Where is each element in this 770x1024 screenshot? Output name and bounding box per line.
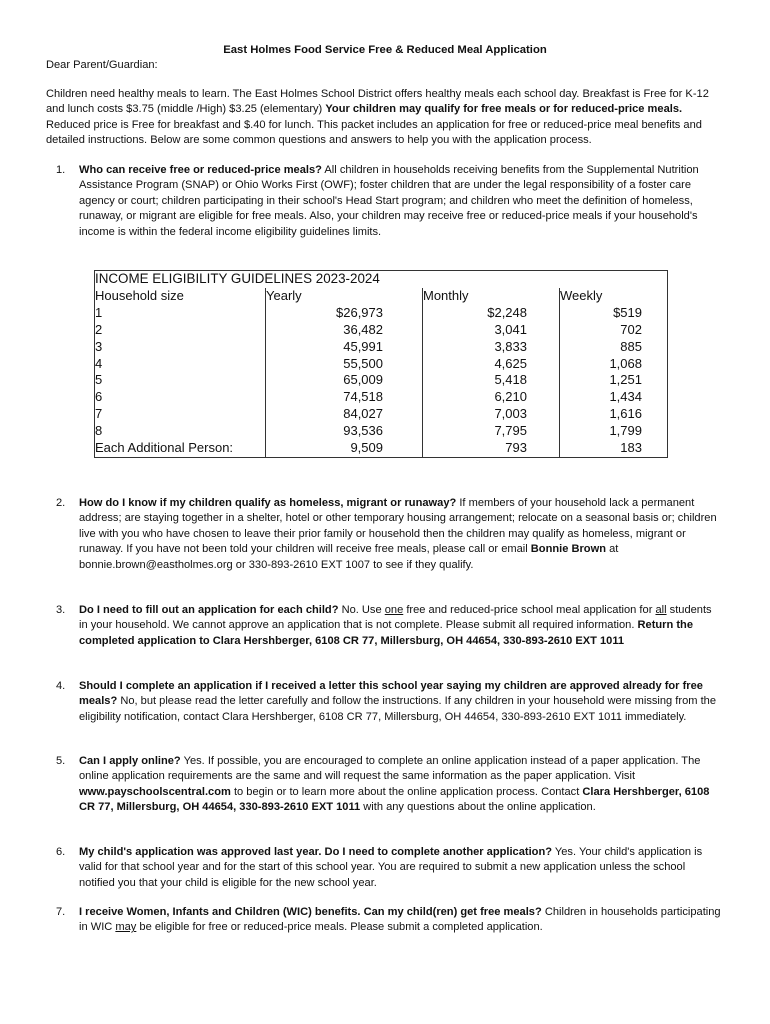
table-caption: INCOME ELIGIBILITY GUIDELINES 2023-2024 [95,271,380,286]
table-cell: 7 [95,406,103,422]
column-header: Household size [95,287,184,303]
table-cell: 1,434 [560,389,668,406]
answer-text: Children in households participating in WIC [79,906,721,934]
answer-text: Yes. Your child's application is valid for that school year and for the start of this school year. You are required to submit a new application unless the school notified you that your child is eligible for the new school year. [79,846,703,889]
table-cell: 3,833 [423,339,560,356]
answer-text: No, but please read the letter carefully and follow the instructions. If any children in your household were missing from the eligibility notification, contact Clara Hershberger, 6108 CR 77, Millersburg, OH 44654, 330-893-2610 EXT 1011 immediately. [79,695,716,723]
table-row [95,305,668,322]
table-cell: 36,482 [266,322,423,339]
intro-text: Children need healthy meals to learn. The East Holmes School District offers healthy meals each school day. Breakfast is Free for K-12 and lunch costs $3.75 (middle /High) $3.25 (elementary) [46,88,709,116]
table-cell: 7,795 [423,423,560,440]
table-cell: 84,027 [266,406,423,423]
question-text: How do I know if my children qualify as homeless, migrant or runaway? [79,497,457,509]
answer-text-end: at bonnie.brown@eastholmes.org or 330-893-2610 EXT 1007 to see if they qualify. [79,543,619,571]
underlined-word: all [655,604,667,616]
table-cell: 9,509 [266,440,423,457]
table-cell: 55,500 [266,356,423,373]
table-row [95,440,668,457]
table-cell: 1,251 [560,372,668,389]
question-number: 1. [56,164,66,176]
question-2 [46,496,722,573]
table-row [95,339,668,356]
table-cell: 3,041 [423,322,560,339]
table-cell: 65,009 [266,372,423,389]
return-instructions: Return the completed application to Clara Hershberger, 6108 CR 77, Millersburg, OH 44654, 330-893-2610 EXT 1011 [79,619,693,647]
table-cell: 793 [423,440,560,457]
table-cell: 1,616 [560,406,668,423]
table-cell: 1,799 [560,423,668,440]
intro-text-continued: Reduced price is Free for breakfast and $.40 for lunch. This packet includes an application for free or reduced-price meal benefits and detailed instructions. Below are some common questions and answers to help you with the application process. [46,118,702,147]
table-cell: 1,068 [560,356,668,373]
question-number: 2. [56,497,66,509]
question-text: Should I complete an application if I received a letter this school year saying my children are approved already for free meals? [79,680,703,708]
answer-text: free and reduced-price school meal application for [403,604,656,616]
table-row [95,423,668,440]
question-number: 7. [56,906,66,918]
table-cell: 5,418 [423,372,560,389]
question-text: My child's application was approved last year. Do I need to complete another application? [79,846,552,858]
table-row [95,389,668,406]
table-cell: 4,625 [423,356,560,373]
income-eligibility-table [94,270,668,458]
question-text: Can I apply online? [79,755,181,767]
column-header: Weekly [560,288,668,305]
question-1 [46,163,722,240]
question-7 [46,905,722,936]
table-cell: 3 [95,338,103,354]
table-row [95,356,668,373]
answer-text: Yes. If possible, you are encouraged to complete an online application instead of a paper application. The online application requirements are the same and will request the same information as the paper application. Visit [79,755,701,783]
page-title: East Holmes Food Service Free & Reduced Meal Application [223,44,547,56]
table-cell: 5 [95,372,103,388]
table-cell: 6 [95,389,103,405]
question-text: I receive Women, Infants and Children (WIC) benefits. Can my child(ren) get free meals? [79,906,542,918]
table-cell: 183 [560,440,668,457]
table-cell: 45,991 [266,339,423,356]
underlined-word: one [384,604,404,616]
contact-name: Bonnie Brown [530,543,606,556]
table-header-row [95,288,668,305]
question-3 [46,603,722,649]
intro-paragraph [46,87,726,149]
answer-text: students in your household. We cannot approve an application that is not complete. Please submit all required information. [79,604,712,632]
table-cell: 8 [95,423,103,439]
greeting: Dear Parent/Guardian: [46,59,158,71]
question-number: 3. [56,604,66,616]
column-header: Yearly [266,288,423,305]
table-cell: $519 [560,305,668,322]
table-row [95,322,668,339]
question-5 [46,754,722,816]
column-header: Monthly [423,288,560,305]
question-4 [46,679,722,725]
table-cell: 885 [560,339,668,356]
table-cell: 7,003 [423,406,560,423]
table-row [95,406,668,423]
table-cell: 2 [95,321,103,337]
answer-text: with any questions about the online application. [360,801,596,814]
question-number: 6. [56,846,66,858]
question-text: Who can receive free or reduced-price meals? [79,164,322,176]
table-cell: 4 [95,355,103,371]
intro-bold-text: Your children may qualify for free meals or for reduced-price meals. [325,103,683,116]
answer-text: to begin or to learn more about the online application process. Contact [230,785,583,798]
table-row [95,372,668,389]
question-6 [46,845,722,891]
table-cell: $2,248 [423,305,560,322]
underlined-word: may [115,921,137,934]
contact-details: Clara Hershberger, 6108 CR 77, Millersburg, OH 44654, 330-893-2610 EXT 1011 [79,785,710,814]
table-cell: Each Additional Person: [95,440,234,456]
table-cell: 1 [95,304,103,320]
question-text: Do I need to fill out an application for each child? [79,604,339,616]
answer-text: be eligible for free or reduced-price meals. Please submit a completed application. [136,921,543,934]
question-number: 5. [56,755,66,767]
table-cell: $26,973 [266,305,423,322]
website-link[interactable]: www.payschoolscentral.com [79,785,231,798]
table-cell: 702 [560,322,668,339]
answer-text: If members of your household lack a permanent address; are staying together in a shelter, hotel or other temporary housing arrangement; relocate on a seasonal basis or; children live with you who have chosen to leave their prior family or household then the children may qualify as homeless, migrant or runaway. If you have not been told your children will receive free meals, please call or email [79,497,717,556]
table-cell: 6,210 [423,389,560,406]
question-number: 4. [56,680,66,692]
answer-text: All children in households receiving benefits from the Supplemental Nutrition Assistance Program (SNAP) or Ohio Works First (OWF); foster children that are under the legal responsibility of a foster care agency or court; children participating in their school's Head Start program; and children who meet the definition of homeless, runaway, or migrant are eligible for free meals. Also, your children may receive free or reduced-price meals if your household's income is within the federal income eligibility guidelines limits. [79,164,699,238]
table-cell: 74,518 [266,389,423,406]
answer-text: No. Use [338,604,385,616]
table-cell: 93,536 [266,423,423,440]
